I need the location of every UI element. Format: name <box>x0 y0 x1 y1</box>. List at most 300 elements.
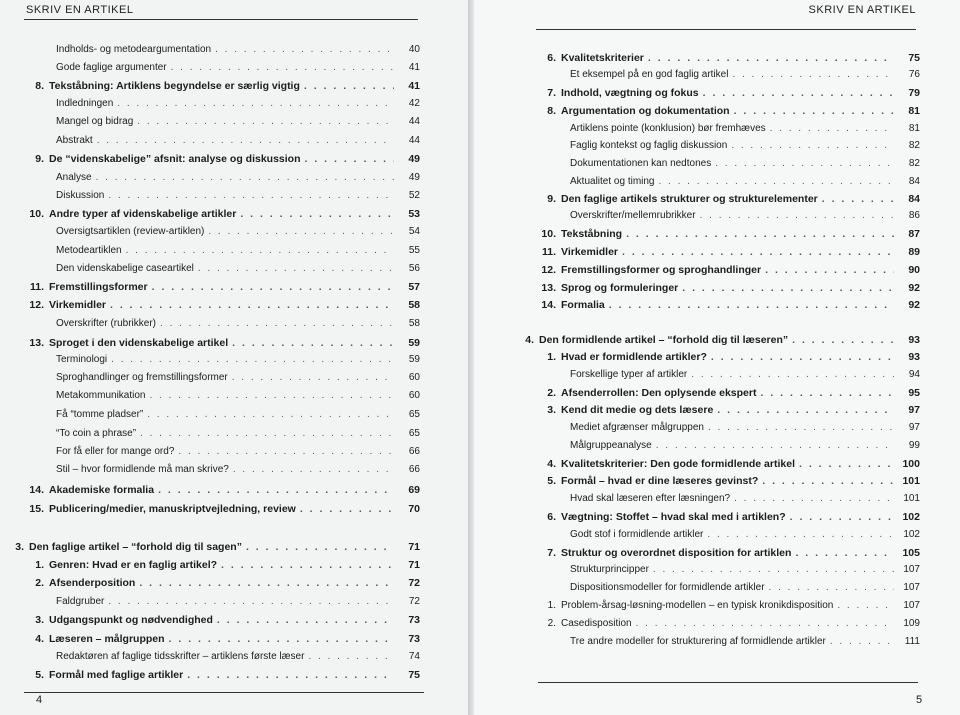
dot-leader <box>147 409 394 420</box>
toc-entry-number: 4. <box>525 334 534 346</box>
toc-entry <box>56 172 420 183</box>
toc-entry <box>536 264 920 276</box>
toc-entry <box>536 387 920 399</box>
right-page <box>474 0 960 715</box>
toc-entry-page: 84 <box>908 193 920 205</box>
dot-leader <box>305 153 395 165</box>
toc-entry-title: Forskellige typer af artikler <box>570 369 688 380</box>
toc-entry <box>56 190 420 201</box>
toc-entry-title: Indholds- og metodeargumentation <box>56 44 212 55</box>
toc-entry-number: 9. <box>35 153 44 165</box>
header-rule <box>24 19 418 20</box>
toc-entry-title: Andre typer af videnskabelige artikler <box>49 208 237 220</box>
footer-rule <box>538 682 918 683</box>
toc-entry-title: Kvalitetskriterier <box>561 52 644 64</box>
toc-entry-title: Diskussion <box>56 190 105 201</box>
toc-entry-page: 107 <box>903 582 920 593</box>
toc-entry <box>56 464 420 475</box>
toc-entry-number: 11. <box>29 281 44 293</box>
dot-leader <box>622 246 894 258</box>
toc-entry-title: Formål med faglige artikler <box>49 669 184 681</box>
toc-entry <box>24 80 420 92</box>
toc-entry-number: 11. <box>541 246 556 258</box>
toc-entry-title: Indledningen <box>56 98 114 109</box>
dot-leader <box>221 559 394 571</box>
dot-leader <box>765 264 894 276</box>
toc-entry-title: Mediet afgrænser målgruppen <box>570 422 704 433</box>
toc-entry-page: 111 <box>904 636 920 647</box>
toc-entry-page: 75 <box>908 52 920 64</box>
toc-entry-number: 2. <box>547 387 556 399</box>
toc-entry-title: Dokumentationen kan nedtones <box>570 158 712 169</box>
toc-entry-title: Få “tomme pladser” <box>56 409 144 420</box>
toc-entry-title: “To coin a phrase” <box>56 428 137 439</box>
dot-leader <box>208 226 394 237</box>
toc-entry <box>56 372 420 383</box>
toc-entry-page: 99 <box>908 440 920 451</box>
toc-entry <box>24 669 420 681</box>
toc-entry <box>536 105 920 117</box>
dot-leader <box>682 282 894 294</box>
toc-entry <box>56 62 420 73</box>
dot-leader <box>232 337 394 349</box>
toc-entry <box>514 334 920 346</box>
toc-entry-page: 59 <box>408 337 420 349</box>
toc-entry-number: 14. <box>541 299 556 311</box>
toc-entry <box>56 428 420 439</box>
toc-entry-number: 1. <box>547 600 556 611</box>
toc-entry-title: Mangel og bidrag <box>56 116 134 127</box>
toc-entry-page: 66 <box>408 464 420 475</box>
toc-entry-page: 49 <box>408 153 420 165</box>
toc-entry-title: Strukturprincipper <box>570 564 649 575</box>
toc-entry-number: 10. <box>541 228 556 240</box>
toc-entry-title: Oversigtsartiklen (review-artiklen) <box>56 226 205 237</box>
toc-entry-number: 8. <box>35 80 44 92</box>
toc-entry-title: Godt stof i formidlende artikler <box>570 529 704 540</box>
toc-entry-page: 86 <box>908 210 920 221</box>
toc-entry-page: 97 <box>908 422 920 433</box>
toc-entry-number: 2. <box>547 618 556 629</box>
toc-entry-page: 93 <box>908 334 920 346</box>
dot-leader <box>108 190 394 201</box>
dot-leader <box>656 440 894 451</box>
dot-leader <box>770 123 894 134</box>
toc-entry-title: Formål – hvad er dine læseres gevinst? <box>561 475 759 487</box>
toc-entry <box>56 651 420 662</box>
dot-leader <box>187 669 394 681</box>
toc-entry-number: 2. <box>35 577 44 589</box>
toc-entry-title: Argumentation og dokumentation <box>561 105 730 117</box>
toc-entry <box>536 351 920 363</box>
dot-leader <box>734 105 894 117</box>
toc-entry <box>56 446 420 457</box>
toc-entry-number: 4. <box>547 458 556 470</box>
toc-entry-number: 9. <box>547 193 556 205</box>
toc-entry-title: Faldgruber <box>56 596 105 607</box>
toc-entry-page: 70 <box>408 503 420 515</box>
toc-entry <box>570 140 920 151</box>
dot-leader <box>715 158 894 169</box>
dot-leader <box>137 116 394 127</box>
toc-entry-title: Kvalitetskriterier: Den gode formidlende artikel <box>561 458 795 470</box>
toc-entry-page: 42 <box>408 98 420 109</box>
toc-entry <box>536 282 920 294</box>
toc-entry-page: 81 <box>908 123 920 134</box>
toc-entry-page: 72 <box>408 577 420 589</box>
toc-entry-number: 7. <box>547 547 556 559</box>
toc-entry-number: 6. <box>547 511 556 523</box>
toc-entry-title: Hvad skal læseren efter læsningen? <box>570 493 731 504</box>
toc-entry-page: 52 <box>408 190 420 201</box>
left-page <box>0 0 468 715</box>
toc-entry-page: 75 <box>408 669 420 681</box>
toc-entry-title: Metakommunikation <box>56 390 146 401</box>
dot-leader <box>691 369 894 380</box>
toc-entry-page: 95 <box>908 387 920 399</box>
dot-leader <box>140 428 394 439</box>
dot-leader <box>217 614 394 626</box>
dot-leader <box>609 299 894 311</box>
toc-entry-title: Kend dit medie og dets læsere <box>561 404 714 416</box>
toc-entry-page: 58 <box>408 299 420 311</box>
dot-leader <box>659 176 895 187</box>
toc-entry-title: Tekståbning: Artiklens begyndelse er særlig vigtig <box>49 80 300 92</box>
toc-entry-title: Sproget i den videnskabelige artikel <box>49 337 229 349</box>
toc-entry <box>536 475 920 487</box>
toc-entry-number: 13. <box>29 337 44 349</box>
toc-entry-page: 41 <box>408 62 420 73</box>
dot-leader <box>96 172 394 183</box>
toc-entry <box>570 69 920 80</box>
toc-entry-number: 14. <box>29 484 44 496</box>
dot-leader <box>139 577 394 589</box>
dot-leader <box>653 564 894 575</box>
toc-entry-number: 5. <box>547 475 556 487</box>
toc-entry-page: 71 <box>408 559 420 571</box>
toc-entry-title: Terminologi <box>56 354 108 365</box>
toc-entry-page: 57 <box>408 281 420 293</box>
toc-entry <box>536 87 920 99</box>
toc-entry-title: Akademiske formalia <box>49 484 155 496</box>
dot-leader <box>792 334 894 346</box>
dot-leader <box>117 98 394 109</box>
dot-leader <box>178 446 394 457</box>
toc-entry-title: Problem-årsag-løsning-modellen – en typisk kronikdisposition <box>561 600 834 611</box>
toc-entry <box>536 228 920 240</box>
running-header: SKRIV EN ARTIKEL <box>26 4 134 16</box>
toc-entry-page: 94 <box>908 369 920 380</box>
toc-entry-page: 109 <box>903 618 920 629</box>
toc-entry-title: Udgangspunkt og nødvendighed <box>49 614 213 626</box>
toc-entry-page: 100 <box>902 458 920 470</box>
toc-entry-page: 101 <box>902 475 920 487</box>
toc-entry-page: 92 <box>908 282 920 294</box>
toc-entry-title: Fremstillingsformer og sproghandlinger <box>561 264 762 276</box>
toc-entry-page: 82 <box>908 158 920 169</box>
footer-rule <box>24 692 424 693</box>
toc-entry-page: 97 <box>908 404 920 416</box>
dot-leader <box>711 351 894 363</box>
toc-entry-page: 107 <box>903 600 920 611</box>
dot-leader <box>198 263 394 274</box>
toc-entry <box>536 404 920 416</box>
dot-leader <box>126 245 394 256</box>
toc-entry-number: 3. <box>15 541 24 553</box>
dot-leader <box>246 541 394 553</box>
dot-leader <box>108 596 394 607</box>
toc-entry-title: Sproghandlinger og fremstillingsformer <box>56 372 228 383</box>
toc-entry-title: De “videnskabelige” afsnit: analyse og diskussion <box>49 153 301 165</box>
toc-entry <box>570 529 920 540</box>
toc-entry-title: Artiklens pointe (konklusion) bør fremhæves <box>570 123 766 134</box>
toc-entry <box>570 582 920 593</box>
toc-entry-page: 89 <box>908 246 920 258</box>
dot-leader <box>110 299 394 311</box>
dot-leader <box>158 484 394 496</box>
toc-entry-number: 10. <box>29 208 44 220</box>
toc-entry-title: Analyse <box>56 172 92 183</box>
dot-leader <box>304 80 394 92</box>
dot-leader <box>708 422 894 433</box>
toc-entry <box>56 135 420 146</box>
toc-entry <box>56 245 420 256</box>
toc-entry-page: 54 <box>408 226 420 237</box>
toc-entry-page: 49 <box>408 172 420 183</box>
toc-entry-page: 73 <box>408 614 420 626</box>
dot-leader <box>648 52 894 64</box>
toc-entry-number: 1. <box>547 351 556 363</box>
toc-entry-title: Tekståbning <box>561 228 623 240</box>
dot-leader <box>731 140 894 151</box>
toc-entry-number: 13. <box>541 282 556 294</box>
toc-entry-page: 93 <box>908 351 920 363</box>
toc-entry-page: 73 <box>408 633 420 645</box>
toc-entry <box>24 484 420 496</box>
toc-entry-title: Hvad er formidlende artikler? <box>561 351 707 363</box>
dot-leader <box>700 210 894 221</box>
toc-entry-title: Afsenderrollen: Den oplysende ekspert <box>561 387 757 399</box>
dot-leader <box>232 372 394 383</box>
toc-entry <box>570 564 920 575</box>
toc-entry <box>24 503 420 515</box>
toc-entry <box>4 541 420 553</box>
toc-entry-page: 81 <box>908 105 920 117</box>
toc-entry <box>536 511 920 523</box>
toc-entry-page: 44 <box>408 135 420 146</box>
toc-entry-title: Dispositionsmodeller for formidlende artikler <box>570 582 765 593</box>
toc-entry-number: 5. <box>35 669 44 681</box>
dot-leader <box>703 87 894 99</box>
dot-leader <box>799 458 894 470</box>
toc-entry <box>56 596 420 607</box>
toc-entry-title: Målgruppeanalyse <box>570 440 652 451</box>
toc-entry-number: 7. <box>547 87 556 99</box>
toc-entry <box>56 263 420 274</box>
toc-entry <box>56 409 420 420</box>
toc-entry-number: 8. <box>547 105 556 117</box>
toc-entry <box>536 600 920 611</box>
toc-entry <box>536 458 920 470</box>
toc-entry-page: 41 <box>408 80 420 92</box>
dot-leader <box>732 69 894 80</box>
toc-entry-title: Virkemidler <box>49 299 107 311</box>
toc-entry-number: 4. <box>35 633 44 645</box>
toc-entry <box>536 547 920 559</box>
toc-entry-page: 79 <box>908 87 920 99</box>
toc-entry-title: Den faglige artikel – “forhold dig til sagen” <box>29 541 242 553</box>
toc-entry <box>24 281 420 293</box>
dot-leader <box>300 503 394 515</box>
toc-entry-page: 58 <box>408 318 420 329</box>
toc-entry-page: 102 <box>902 511 920 523</box>
toc-entry <box>24 614 420 626</box>
header-rule <box>536 29 916 30</box>
dot-leader <box>171 62 394 73</box>
toc-entry <box>570 369 920 380</box>
toc-entry <box>570 440 920 451</box>
toc-entry-title: Fremstillingsformer <box>49 281 148 293</box>
toc-entry-page: 60 <box>408 390 420 401</box>
dot-leader <box>734 493 894 504</box>
toc-entry-title: Tre andre modeller for strukturering af formidlende artikler <box>570 636 826 647</box>
toc-entry-page: 55 <box>408 245 420 256</box>
toc-entry-title: Metodeartiklen <box>56 245 122 256</box>
toc-entry-number: 1. <box>35 559 44 571</box>
toc-entry-number: 12. <box>29 299 44 311</box>
dot-leader <box>760 387 894 399</box>
dot-leader <box>707 529 894 540</box>
toc-entry <box>536 193 920 205</box>
dot-leader <box>762 475 894 487</box>
toc-entry <box>570 636 920 647</box>
toc-entry <box>24 153 420 165</box>
toc-entry <box>570 422 920 433</box>
toc-entry <box>536 246 920 258</box>
toc-entry-title: Den faglige artikels strukturer og strukturelementer <box>561 193 818 205</box>
toc-entry-page: 59 <box>408 354 420 365</box>
toc-entry-page: 56 <box>408 263 420 274</box>
dot-leader <box>152 281 394 293</box>
toc-entry-title: Den videnskabelige caseartikel <box>56 263 194 274</box>
toc-entry-page: 60 <box>408 372 420 383</box>
running-header: SKRIV EN ARTIKEL <box>808 4 916 16</box>
toc-entry <box>570 210 920 221</box>
toc-entry-title: Læseren – målgruppen <box>49 633 165 645</box>
toc-entry <box>24 299 420 311</box>
toc-entry-page: 66 <box>408 446 420 457</box>
toc-entry-number: 3. <box>547 404 556 416</box>
toc-entry-page: 74 <box>408 651 420 662</box>
toc-entry <box>56 116 420 127</box>
toc-entry <box>56 44 420 55</box>
toc-entry-title: Indhold, vægtning og fokus <box>561 87 699 99</box>
toc-entry <box>536 299 920 311</box>
toc-entry-title: Casedisposition <box>561 618 632 629</box>
toc-entry-page: 72 <box>408 596 420 607</box>
toc-entry-page: 71 <box>408 541 420 553</box>
page-number: 4 <box>36 694 43 706</box>
toc-entry <box>24 577 420 589</box>
toc-entry-title: Stil – hvor formidlende må man skrive? <box>56 464 229 475</box>
toc-entry-page: 92 <box>908 299 920 311</box>
dot-leader <box>822 193 894 205</box>
toc-entry-number: 6. <box>547 52 556 64</box>
toc-entry <box>24 337 420 349</box>
toc-entry-title: Overskrifter/mellemrubrikker <box>570 210 696 221</box>
toc-entry-number: 3. <box>35 614 44 626</box>
dot-leader <box>149 390 394 401</box>
toc-entry-page: 82 <box>908 140 920 151</box>
toc-entry-page: 76 <box>908 69 920 80</box>
toc-entry-page: 44 <box>408 116 420 127</box>
toc-entry <box>570 176 920 187</box>
page-number: 5 <box>916 694 923 706</box>
toc-entry-title: Genren: Hvad er en faglig artikel? <box>49 559 218 571</box>
dot-leader <box>215 44 394 55</box>
dot-leader <box>240 208 394 220</box>
toc-entry <box>56 390 420 401</box>
toc-entry <box>570 158 920 169</box>
dot-leader <box>97 135 394 146</box>
toc-entry-page: 87 <box>908 228 920 240</box>
toc-entry <box>570 123 920 134</box>
dot-leader <box>769 582 894 593</box>
toc-entry <box>24 633 420 645</box>
toc-entry-number: 15. <box>29 503 44 515</box>
dot-leader <box>111 354 394 365</box>
toc-entry-title: Et eksempel på en god faglig artikel <box>570 69 729 80</box>
toc-entry <box>56 98 420 109</box>
toc-entry <box>24 208 420 220</box>
toc-entry-title: Virkemidler <box>561 246 619 258</box>
toc-entry-title: For få eller for mange ord? <box>56 446 175 457</box>
toc-entry <box>24 559 420 571</box>
dot-leader <box>233 464 394 475</box>
toc-entry <box>56 318 420 329</box>
dot-leader <box>308 651 394 662</box>
toc-entry-title: Vægtning: Stoffet – hvad skal med i artiklen? <box>561 511 786 523</box>
dot-leader <box>169 633 394 645</box>
dot-leader <box>830 636 894 647</box>
toc-entry-title: Gode faglige argumenter <box>56 62 167 73</box>
dot-leader <box>717 404 894 416</box>
toc-entry-page: 102 <box>903 529 920 540</box>
toc-entry-page: 53 <box>408 208 420 220</box>
toc-entry-title: Abstrakt <box>56 135 93 146</box>
toc-entry-title: Sprog og formuleringer <box>561 282 679 294</box>
toc-entry-title: Afsenderposition <box>49 577 136 589</box>
toc-entry <box>570 493 920 504</box>
toc-entry <box>536 52 920 64</box>
dot-leader <box>636 618 894 629</box>
toc-entry-number: 12. <box>541 264 556 276</box>
dot-leader <box>160 318 394 329</box>
toc-entry-title: Redaktøren af faglige tidsskrifter – artiklens første læser <box>56 651 305 662</box>
toc-entry-title: Overskrifter (rubrikker) <box>56 318 157 329</box>
toc-entry-title: Publicering/medier, manuskriptvejledning, review <box>49 503 296 515</box>
toc-entry <box>56 226 420 237</box>
toc-entry-page: 84 <box>908 176 920 187</box>
toc-entry <box>56 354 420 365</box>
dot-leader <box>795 547 894 559</box>
toc-entry-page: 40 <box>408 44 420 55</box>
toc-entry <box>536 618 920 629</box>
toc-entry-title: Faglig kontekst og faglig diskussion <box>570 140 728 151</box>
toc-entry-page: 90 <box>908 264 920 276</box>
toc-entry-title: Aktualitet og timing <box>570 176 655 187</box>
dot-leader <box>626 228 894 240</box>
